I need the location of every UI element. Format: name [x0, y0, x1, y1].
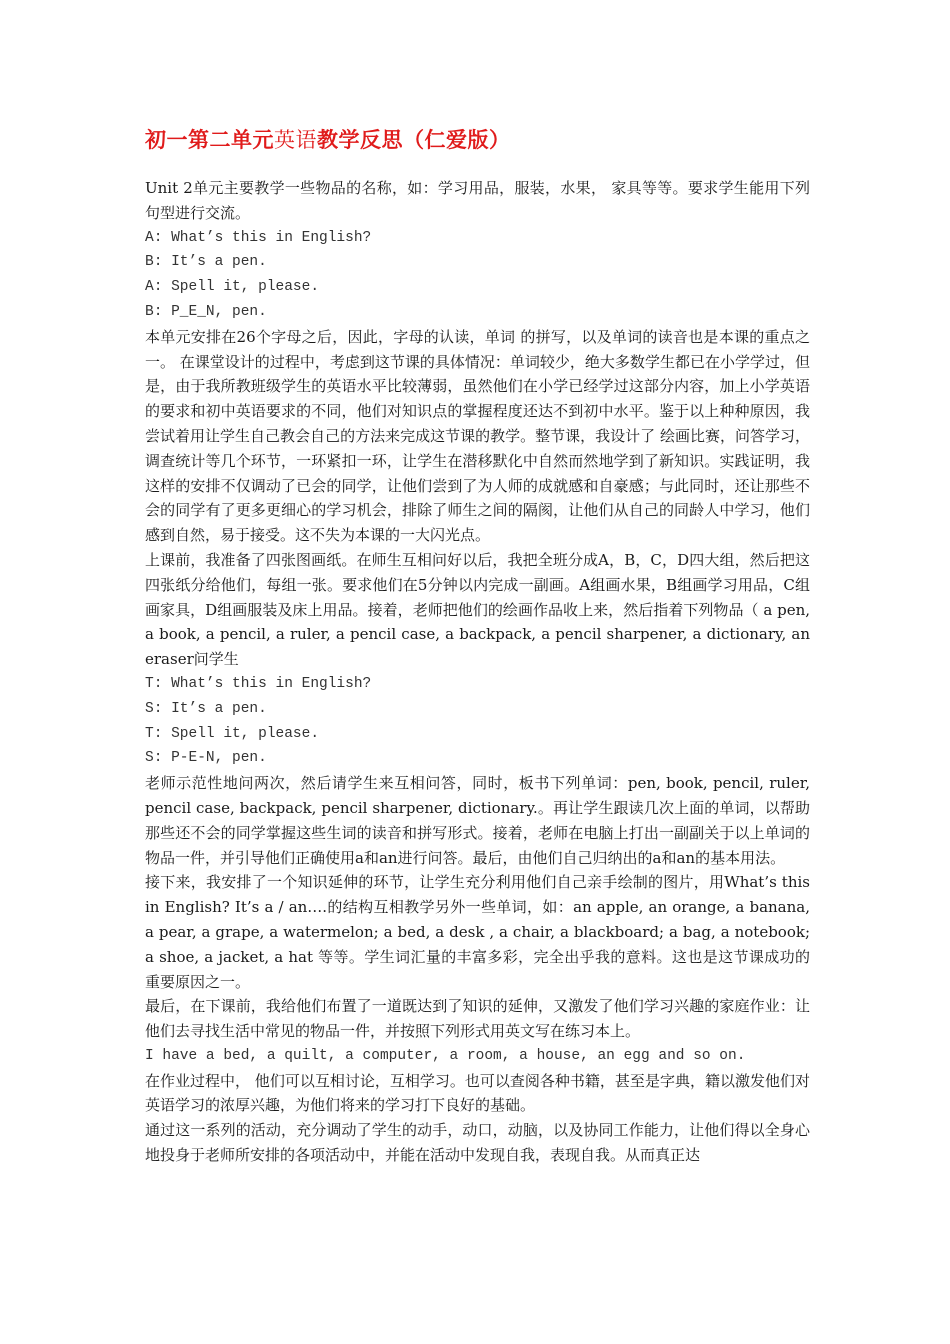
dialogue-line: S: It’s a pen. [145, 700, 267, 717]
paragraph: 最后，在下课前，我给他们布置了一道既达到了知识的延伸，又激发了他们学习兴趣的家庭作业：让他们去寻找生活中常见的物品一件，并按照下列形式用英文写在练习本上。 [145, 997, 810, 1041]
title-part-1: 初一第二单元 [145, 128, 274, 152]
paragraph: Unit 2单元主要教学一些物品的名称，如：学习用品，服装，水果， 家具等等。要求学生能用下列句型进行交流。 [145, 179, 810, 222]
paragraph: 在作业过程中， 他们可以互相讨论，互相学习。也可以查阅各种书籍，甚至是字典，籍以激发他们对英语学习的浓厚兴趣，为他们将来的学习打下良好的基础。 [145, 1071, 810, 1115]
dialogue-line: B: P_E_N, pen. [145, 303, 267, 320]
title-part-2: 英语 [274, 128, 317, 152]
dialogue-line: T: What’s this in English? [145, 675, 372, 692]
paragraph: 上课前，我准备了四张图画纸。在师生互相问好以后，我把全班分成A，B，C，D四大组，然后把这四张纸分给他们，每组一张。要求他们在5分钟以内完成一副画。A组画水果，B组画学习用品，C组画家具，D组画服装及床上用品。接着，老师把他们的绘画作品收上来，然后指着下列物品（ a pen, a book, a pencil, a ruler, a pencil case, a backpack, a pencil sharpener, a dictionary, an eraser问学生 [145, 550, 810, 669]
dialogue-line: A: Spell it, please. [145, 279, 320, 296]
dialogue-line: A: What’s this in English? [145, 229, 372, 246]
dialogue-line: B: It’s a pen. [145, 254, 267, 271]
title-part-3: 教学反思（仁爱版） [317, 128, 511, 152]
page-title [145, 124, 511, 154]
dialogue-line: T: Spell it, please. [145, 725, 320, 742]
paragraph: 本单元安排在26个字母之后，因此，字母的认读，单词 的拼写，以及单词的读音也是本课的重点之一。 在课堂设计的过程中，考虑到这节课的具体情况：单词较少，绝大多数学生都已在小学学过，但是，由于我所教班级学生的英语水平比较薄弱，虽然他们在小学已经学过这部分内容，加上小学英语的要求和初中英语要求的不同，他们对知识点的掌握程度还达不到初中水平。鉴于以上种种原因，我尝试着用让学生自己教会自己的方法来完成这节课的教学。整节课，我设计了 绘画比赛，问答学习，调查统计等几个环节，一环紧扣一环，让学生在潜移默化中自然而然地学到了新知识。实践证明，我这样的安排不仅调动了已会的同学，让他们尝到了为人师的成就感和自豪感；与此同时，还让那些不会的同学有了更多更细心的学习机会，排除了师生之间的隔阂，让他们从自己的同龄人中学习，他们感到自然，易于接受。这不失为本课的一大闪光点。 [145, 327, 810, 545]
paragraph: 通过这一系列的活动，充分调动了学生的动手，动口，动脑，以及协同工作能力，让他们得以全身心地投身于老师所安排的各项活动中，并能在活动中发现自我，表现自我。从而真正达 [145, 1121, 810, 1165]
dialogue-line: I have a bed, a quilt, a computer, a room, a house, an egg and so on. [145, 1047, 746, 1064]
dialogue-line: S: P-E-N, pen. [145, 750, 267, 767]
paragraph: 接下来，我安排了一个知识延伸的环节，让学生充分利用他们自己亲手绘制的图片，用What’s this in English? It’s a / an….的结构互相教学另外一些单词，如：an apple, an orange, a banana, a pear, a grape, a watermelon; a bed, a desk , a chair, a blackboard; a bag, a notebook; a shoe, a jacket, a hat 等等。学生词汇量的丰富多彩，完全出乎我的意料。这也是这节课成功的重要原因之一。 [145, 873, 810, 991]
document-body [145, 176, 810, 1168]
paragraph: 老师示范性地问两次，然后请学生来互相问答，同时，板书下列单词：pen, book, pencil, ruler, pencil case, backpack, pencil sharpener, dictionary.。再让学生跟读几次上面的单词，以帮助那些还不会的同学掌握这些生词的读音和拼写形式。接着，老师在电脑上打出一副副关于以上单词的物品一件，并引导他们正确使用a和an进行问答。最后，由他们自己归纳出的a和an的基本用法。 [145, 774, 810, 867]
